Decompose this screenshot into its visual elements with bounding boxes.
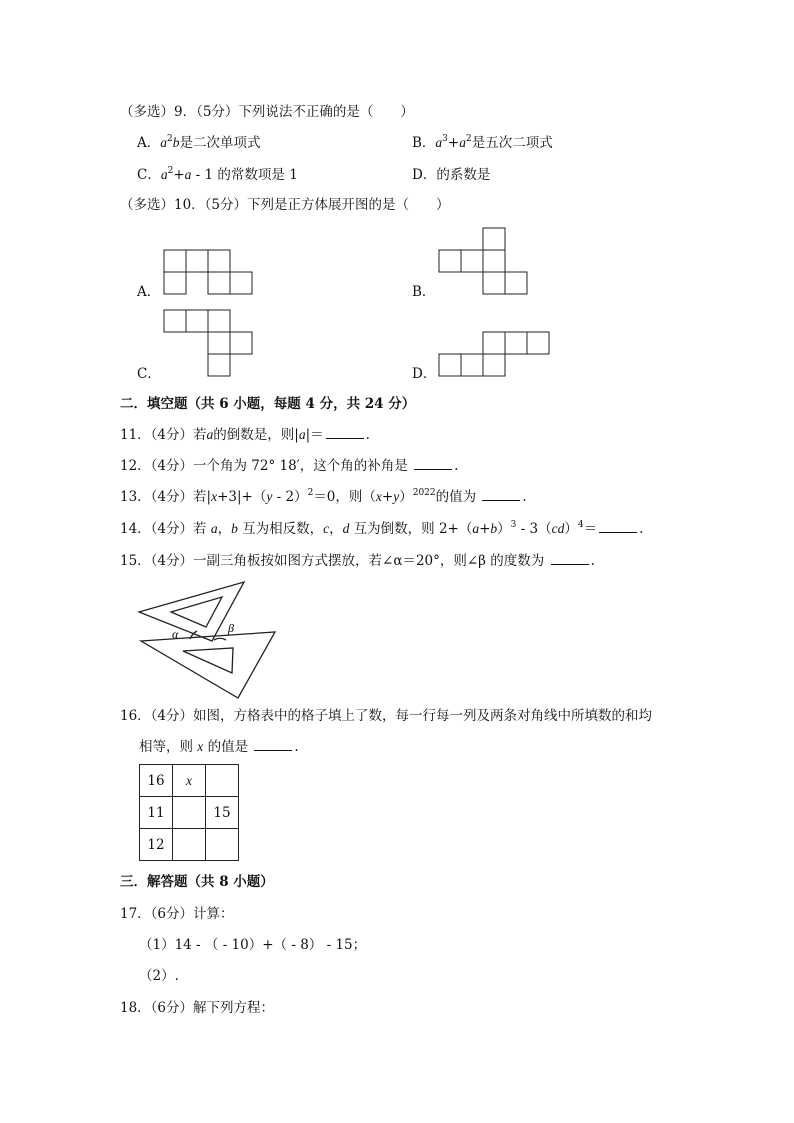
q17-title: 17．（6分）计算： <box>120 906 234 922</box>
q14: 14．（4分）若 a，b 互为相反数，c，d 互为倒数，则 $2+(a+b)^3 - 3(cd)^4=$ . <box>120 520 644 537</box>
q15: 15．（4分）一副三角板按如图方式摆放，若∠α＝20°，则∠β 的度数为 . <box>120 553 595 569</box>
q13: 13．（4分）若|x+3|+（y - 2）$^2$＝0，则$(x+y)^{2022}$的值为 . <box>120 488 527 505</box>
q10-label-c: C． <box>137 366 161 382</box>
grid-cell: 15 <box>206 797 239 829</box>
grid-cell <box>206 829 239 861</box>
grid-cell: 12 <box>140 829 173 861</box>
q10-label-b: B． <box>412 284 436 300</box>
grid-cell: 11 <box>140 797 173 829</box>
section-fill-in-title: 二．填空题（共 6 小题，每题 4 分，共 24 分） <box>120 396 416 412</box>
q10-label-a: A． <box>137 284 161 300</box>
q12: 12．（4分）一个角为 72° 18′，这个角的补角是 . <box>120 458 459 474</box>
section-solve-title: 三．解答题（共 8 小题） <box>120 874 274 890</box>
alpha-label: α <box>172 627 179 641</box>
magic-square-grid <box>139 764 239 861</box>
q9-option-d: D．的系数是 <box>412 167 491 183</box>
q10-label-d: D． <box>412 366 437 382</box>
q11: 11．（4分）若a的倒数是，则|a|＝ . <box>120 427 370 443</box>
q18-title: 18．（6分）解下列方程： <box>120 1000 275 1016</box>
q17-part1: （1）14 - （ - 10）+（ - 8） - 15； <box>139 937 367 953</box>
grid-cell <box>173 797 206 829</box>
q9-stem: （多选）9．（5分）下列说法不正确的是（ ） <box>120 104 414 120</box>
q17-part2: （2）. <box>139 968 179 984</box>
q16-line1: 16．（4分）如图，方格表中的格子填上了数，每一行每一列及两条对角线中所填数的和均 <box>120 708 653 724</box>
q10-stem: （多选）10．（5分）下列是正方体展开图的是（ ） <box>120 197 450 213</box>
q9-option-a: A．$a^2b$是二次单项式 <box>137 134 261 151</box>
q16-line2: 相等，则 x 的值是 . <box>139 739 299 755</box>
grid-cell: x <box>173 765 206 797</box>
q9-option-c: C．$a^2+a - 1$ 的常数项是 1 <box>137 166 298 183</box>
grid-cell: 16 <box>140 765 173 797</box>
beta-label: β <box>228 621 234 635</box>
grid-cell <box>173 829 206 861</box>
answer-blank[interactable] <box>254 738 292 751</box>
q9-option-b: B．$a^3+a^2$是五次二项式 <box>412 134 553 151</box>
grid-cell <box>206 765 239 797</box>
